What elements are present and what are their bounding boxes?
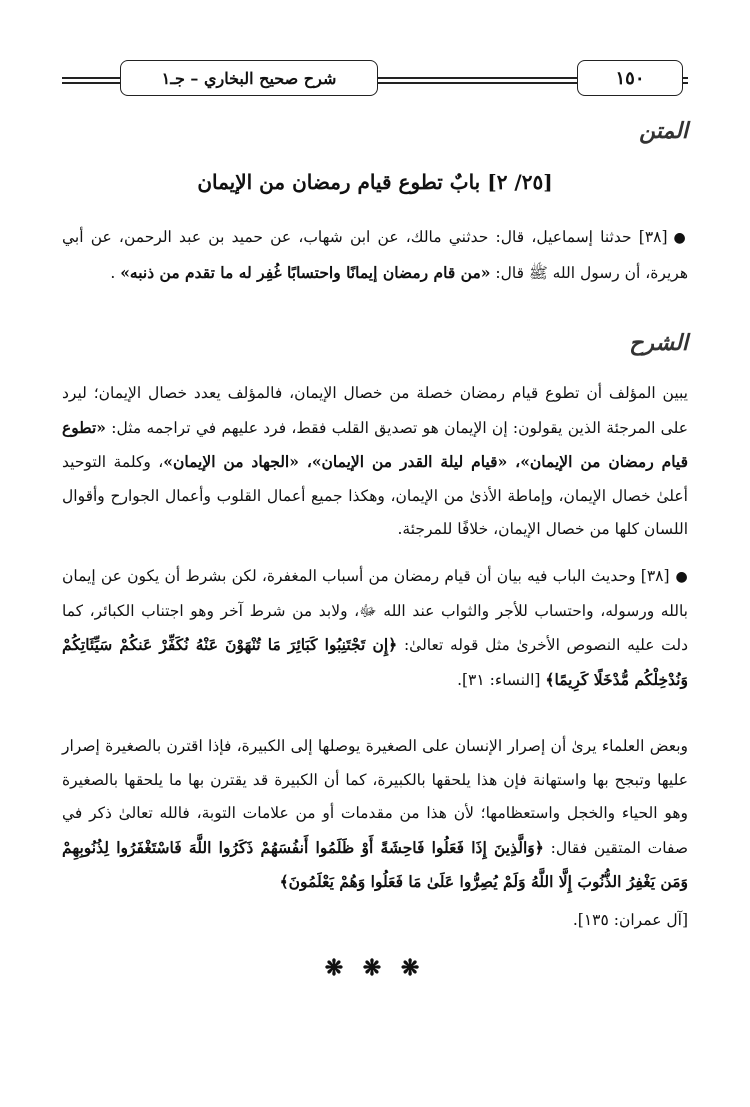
hadith-chain: [٣٨] حدثنا إسماعيل، قال: حدثني مالك، عن ابن شهاب، عن حميد بن عبد الرحمن، عن أبي هريرة، أن رسول الله ﷺ قال: bbox=[62, 228, 688, 282]
matn-label: المتن bbox=[639, 118, 688, 144]
hadith-paragraph bbox=[62, 221, 688, 290]
section-separator: ❋ ❋ ❋ bbox=[324, 955, 426, 981]
bullet: ● bbox=[673, 230, 689, 246]
header-rule-middle-2 bbox=[378, 82, 577, 84]
commentary-paragraph-3 bbox=[62, 730, 688, 900]
header-rule-left-2 bbox=[62, 82, 120, 84]
hadith-text: «من قام رمضان إيمانًا واحتسابًا غُفِر له ما تقدم من ذنبه» bbox=[120, 262, 491, 282]
header-rule-right-2 bbox=[683, 82, 688, 84]
header-rule-left bbox=[62, 77, 120, 79]
page-number: ١٥٠ bbox=[577, 60, 683, 96]
sharh-label: الشرح bbox=[629, 330, 688, 356]
commentary-paragraph-1 bbox=[62, 377, 688, 547]
verse-reference: [آل عمران: ١٣٥]. bbox=[572, 911, 688, 929]
verse-reference: [النساء: ٣١]. bbox=[457, 670, 541, 689]
header-rule-right bbox=[683, 77, 688, 79]
page-header bbox=[62, 60, 688, 100]
commentary-text: [٣٨] وحديث الباب فيه بيان أن قيام رمضان من أسباب المغفرة، لكن بشرط أن يكون عن إيمان بالله ورسوله، واحتساب للأجر والثواب عند الله ﷻ، ولابد من شرط آخر وهو اجتناب الكبائر، كما دلت عليه النصوص الأخرىٰ مثل قوله تعالىٰ: bbox=[62, 567, 688, 654]
quran-verse: ﴿إِن تَجْتَنِبُوا كَبَائِرَ مَا تُنْهَوْنَ عَنْهُ نُكَفِّرْ عَنكُمْ سَيِّئَاتِكُمْ وَنُدْخِلْكُم مُّدْخَلًا كَرِيمًا﴾ bbox=[62, 635, 688, 689]
commentary-paragraph-2 bbox=[62, 560, 688, 697]
commentary-text: ، وكلمة التوحيد أعلىٰ خصال الإيمان، وإماطة الأذىٰ من الإيمان، وهكذا جميع أعمال القلوب وأعمال الجوارح وأقوال اللسان كلها من خصال الإيمان، خلافًا للمرجئة. bbox=[62, 453, 688, 538]
header-rule-middle bbox=[378, 77, 577, 79]
chapter-titles-quote: «تطوع قيام رمضان من الإيمان»، «قيام ليلة القدر من الإيمان»، «الجهاد من الإيمان» bbox=[62, 417, 689, 471]
chapter-title: [٢٥/ ٢] بابٌ تطوع قيام رمضان من الإيمان bbox=[197, 170, 553, 194]
running-title: شرح صحيح البخاري – جـ١ bbox=[120, 60, 378, 96]
commentary-text: وبعض العلماء يرىٰ أن إصرار الإنسان على الصغيرة يوصلها إلى الكبيرة، فإذا اقترن بالصغيرة إصرار عليها وتبجح بها واستهانة فإن هذا يلحقها بالكبيرة، كما أن الكبيرة قد يقترن بها ما يلحقها بالصغيرة وهو الحياء والخجل واستعظامها؛ لأن هذا من مقدمات أو من علامات التوبة، فالله تعالىٰ ذكر في صفات المتقين فقال: bbox=[62, 737, 688, 857]
hadith-end: . bbox=[110, 263, 116, 282]
verse-reference-line bbox=[62, 904, 688, 938]
bullet: ● bbox=[675, 569, 689, 585]
commentary-text: يبين المؤلف أن تطوع قيام رمضان خصلة من خصال الإيمان، فالمؤلف يعدد خصال الإيمان؛ ليرد على المرجئة الذين يقولون: إن الإيمان هو تصديق القلب فقط، فرد عليهم في تراجمه مثل: bbox=[62, 384, 688, 437]
quran-verse: ﴿وَالَّذِينَ إِذَا فَعَلُوا فَاحِشَةً أَوْ ظَلَمُوا أَنفُسَهُمْ ذَكَرُوا اللَّهَ فَاسْتَغْفَرُوا لِذُنُوبِهِمْ وَمَن يَغْفِرُ الذُّنُوبَ إِلَّا اللَّهُ وَلَمْ يُصِرُّوا عَلَىٰ مَا فَعَلُوا وَهُمْ يَعْلَمُونَ﴾ bbox=[62, 837, 688, 891]
